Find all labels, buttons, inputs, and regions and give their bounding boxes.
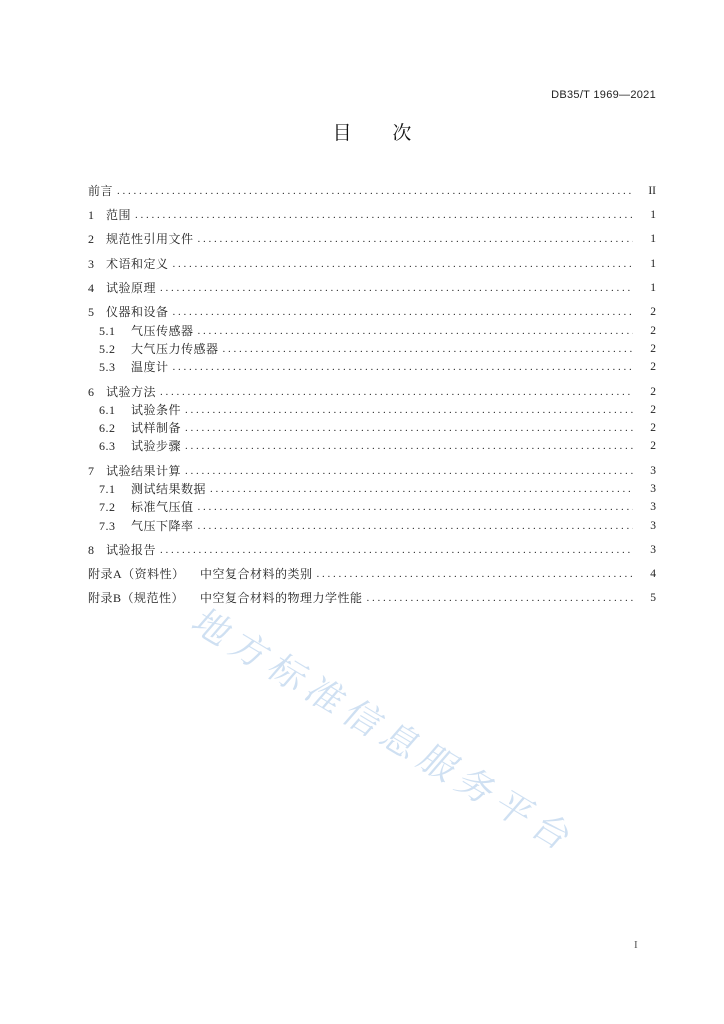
toc-title: 术语和定义 (106, 256, 169, 271)
toc-page-number: 1 (650, 209, 656, 222)
dot-leader (160, 383, 633, 401)
dot-leader (198, 322, 633, 340)
toc-entry-result-calculation[interactable] (88, 462, 656, 480)
toc-annex-label: 附录A（资料性） (88, 567, 185, 582)
toc-number: 7.1 (99, 482, 116, 496)
toc-title: 中空复合材料的类别 (200, 567, 313, 582)
toc-entry-test-report[interactable] (88, 541, 656, 559)
toc-title: 试验条件 (131, 402, 182, 417)
toc-entry-normative-references[interactable] (88, 230, 656, 248)
toc-number: 2 (88, 232, 95, 247)
toc-number: 5 (88, 305, 95, 320)
page-title: 目 次 (332, 123, 412, 144)
toc-entry-apparatus[interactable] (88, 303, 656, 321)
dot-leader (173, 358, 633, 376)
toc-number: 5.1 (99, 323, 116, 338)
toc-page-number: 3 (650, 483, 656, 495)
toc-page-number: 2 (650, 324, 656, 337)
toc-entry-terms-and-definitions[interactable] (88, 255, 656, 273)
toc-page-number: 5 (650, 592, 656, 605)
toc-page-number: 2 (650, 306, 656, 319)
toc-entry-thermometer[interactable] (88, 358, 656, 376)
toc-title: 测试结果数据 (131, 482, 207, 496)
toc-title: 前言 (88, 183, 114, 198)
toc-page-number: 2 (650, 342, 656, 355)
dot-leader (185, 419, 633, 437)
toc-title: 温度计 (131, 360, 169, 375)
toc-page-number: 2 (650, 361, 656, 374)
toc-entry-specimen-preparation[interactable] (88, 419, 656, 437)
toc-title: 气压下降率 (131, 518, 194, 533)
watermark: 地方标准信息服务平台 (182, 603, 588, 862)
toc-entry-scope[interactable] (88, 206, 656, 224)
toc-title: 试验方法 (106, 384, 157, 399)
toc-page-number: 2 (650, 403, 656, 416)
dot-leader (185, 437, 633, 455)
toc-entry-annex-b[interactable] (88, 589, 656, 607)
dot-leader (173, 255, 633, 273)
toc-entry-test-principle[interactable] (88, 279, 656, 297)
dot-leader (198, 517, 633, 535)
toc-number: 8 (88, 542, 95, 557)
toc-entry-test-method[interactable] (88, 383, 656, 401)
dot-leader (198, 498, 633, 516)
toc-entry-foreword[interactable] (88, 182, 656, 200)
dot-leader (173, 303, 633, 321)
toc-number: 5.3 (99, 360, 116, 375)
document-code: DB35/T 1969—2021 (551, 89, 656, 101)
toc-number: 7.3 (99, 518, 116, 533)
toc-title: 规范性引用文件 (106, 232, 194, 247)
toc-page-number: 1 (650, 282, 656, 295)
toc-title: 气压传感器 (131, 323, 194, 338)
toc-entry-annex-a[interactable] (88, 565, 656, 583)
toc-page-number: 3 (650, 519, 656, 532)
toc-number: 5.2 (99, 341, 116, 356)
toc-entry-test-result-data[interactable] (88, 480, 656, 498)
toc-page-number: 1 (650, 257, 656, 270)
toc-page-number: II (648, 184, 656, 197)
toc-number: 1 (88, 208, 95, 223)
table-of-contents (88, 182, 656, 608)
dot-leader (135, 206, 633, 224)
dot-leader (223, 340, 633, 358)
dot-leader (210, 480, 633, 498)
toc-title: 标准气压值 (131, 500, 194, 515)
toc-number: 3 (88, 256, 95, 271)
toc-title: 范围 (106, 208, 132, 223)
toc-page-number: 1 (650, 233, 656, 246)
toc-entry-standard-pressure-value[interactable] (88, 498, 656, 516)
toc-number: 6 (88, 384, 95, 399)
toc-entry-pressure-sensor[interactable] (88, 322, 656, 340)
toc-entry-pressure-drop-rate[interactable] (88, 517, 656, 535)
toc-page-number: 2 (650, 422, 656, 435)
toc-entry-atmospheric-pressure-sensor[interactable] (88, 340, 656, 358)
dot-leader (198, 230, 633, 248)
toc-title: 试样制备 (131, 421, 182, 436)
toc-number: 7 (88, 463, 95, 478)
toc-number: 6.3 (99, 439, 116, 454)
dot-leader (185, 462, 633, 480)
toc-number: 6.2 (99, 421, 116, 436)
dot-leader (117, 182, 633, 200)
toc-page-number: 2 (650, 385, 656, 398)
toc-number: 4 (88, 281, 95, 296)
toc-title: 大气压力传感器 (131, 341, 219, 356)
toc-title: 试验结果计算 (106, 463, 182, 478)
toc-page-number: 4 (650, 568, 656, 581)
toc-entry-test-procedure[interactable] (88, 437, 656, 455)
toc-number: 6.1 (99, 402, 116, 417)
dot-leader (160, 279, 633, 297)
toc-title: 试验原理 (106, 281, 157, 296)
dot-leader (160, 541, 633, 559)
footer-page-number: I (634, 939, 638, 951)
toc-entry-test-conditions[interactable] (88, 401, 656, 419)
toc-page-number: 3 (650, 543, 656, 556)
dot-leader (317, 565, 633, 583)
dot-leader (367, 589, 633, 607)
dot-leader (185, 401, 633, 419)
toc-page-number: 2 (650, 440, 656, 453)
toc-title: 试验步骤 (131, 439, 182, 454)
toc-title: 试验报告 (106, 542, 157, 557)
toc-number: 7.2 (99, 500, 116, 515)
toc-annex-label: 附录B（规范性） (88, 591, 185, 606)
toc-title: 中空复合材料的物理力学性能 (200, 591, 363, 606)
toc-page-number: 3 (650, 501, 656, 514)
toc-page-number: 3 (650, 464, 656, 477)
toc-title: 仪器和设备 (106, 305, 169, 320)
